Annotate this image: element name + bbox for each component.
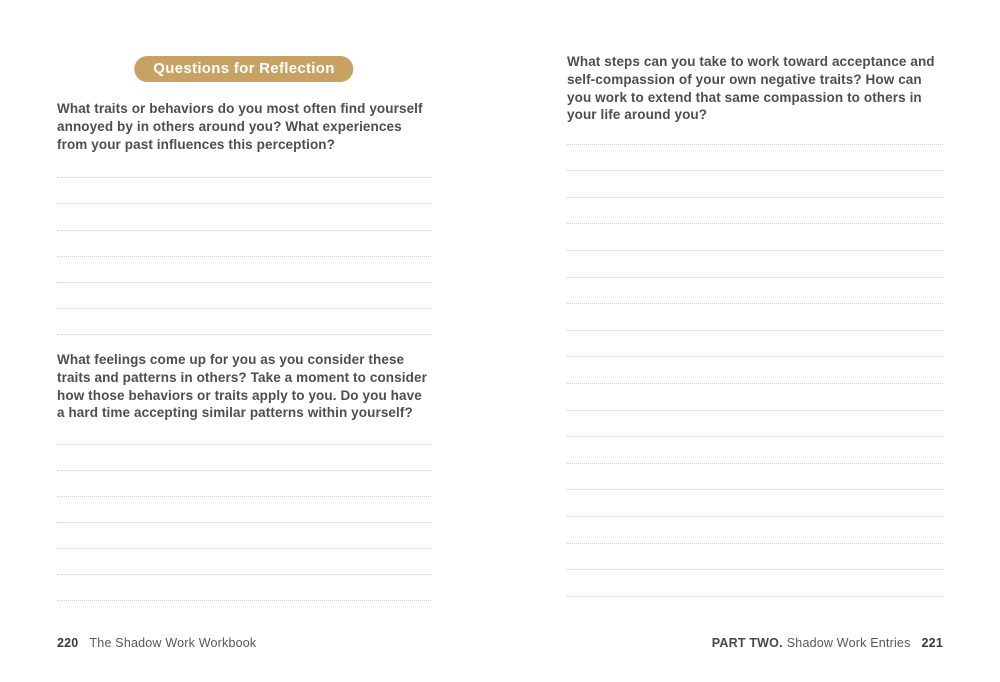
ruled-answer-line [567,490,943,517]
question-text-1: What traits or behaviors do you most often find yourself annoyed by in others around you? What experiences from your past influences this perception? [57,101,423,152]
answer-lines-question-3 [567,118,943,597]
ruled-answer-line [567,145,943,172]
ruled-answer-line [567,251,943,278]
ruled-answer-line [57,231,431,257]
ruled-answer-line [567,198,943,225]
ruled-answer-line [57,419,431,445]
ruled-answer-line [567,411,943,438]
ruled-answer-line [57,497,431,523]
ruled-answer-line [57,152,431,178]
question-text-2: What feelings come up for you as you consider these traits and patterns in others? Take a moment to consider how those behaviors or traits apply to you. Do you have a hard time accepting similar patterns within yourself? [57,352,427,421]
right-page [567,0,943,682]
ruled-answer-line [57,549,431,575]
ruled-answer-line [567,304,943,331]
questions-for-reflection-badge: Questions for Reflection [134,56,353,82]
left-page-number: 220 [57,636,79,650]
part-label: PART TWO. [711,636,783,650]
ruled-answer-line [57,445,431,471]
ruled-answer-line [567,544,943,571]
answer-lines-question-1 [57,152,431,335]
ruled-answer-line [567,118,943,145]
ruled-answer-line [567,278,943,305]
answer-lines-question-2 [57,419,431,601]
ruled-answer-line [567,171,943,198]
ruled-answer-line [567,517,943,544]
ruled-answer-line [57,309,431,335]
ruled-answer-line [567,437,943,464]
ruled-answer-line [57,257,431,283]
left-page-footer [57,636,431,650]
book-title: The Shadow Work Workbook [89,636,257,650]
ruled-answer-line [57,283,431,309]
ruled-answer-line [57,523,431,549]
right-page-number: 221 [921,636,943,650]
left-page [57,0,431,682]
question-text-3: What steps can you take to work toward acceptance and self-compassion of your own negative traits? How can you work to extend that same compassion to others in your life around you? [567,54,935,123]
ruled-answer-line [567,331,943,358]
ruled-answer-line [57,204,431,230]
ruled-answer-line [567,357,943,384]
ruled-answer-line [567,570,943,597]
ruled-answer-line [57,575,431,601]
right-page-footer [567,636,943,650]
ruled-answer-line [57,471,431,497]
section-title: Shadow Work Entries [786,636,911,650]
ruled-answer-line [567,464,943,491]
ruled-answer-line [57,178,431,204]
ruled-answer-line [567,384,943,411]
ruled-answer-line [567,224,943,251]
